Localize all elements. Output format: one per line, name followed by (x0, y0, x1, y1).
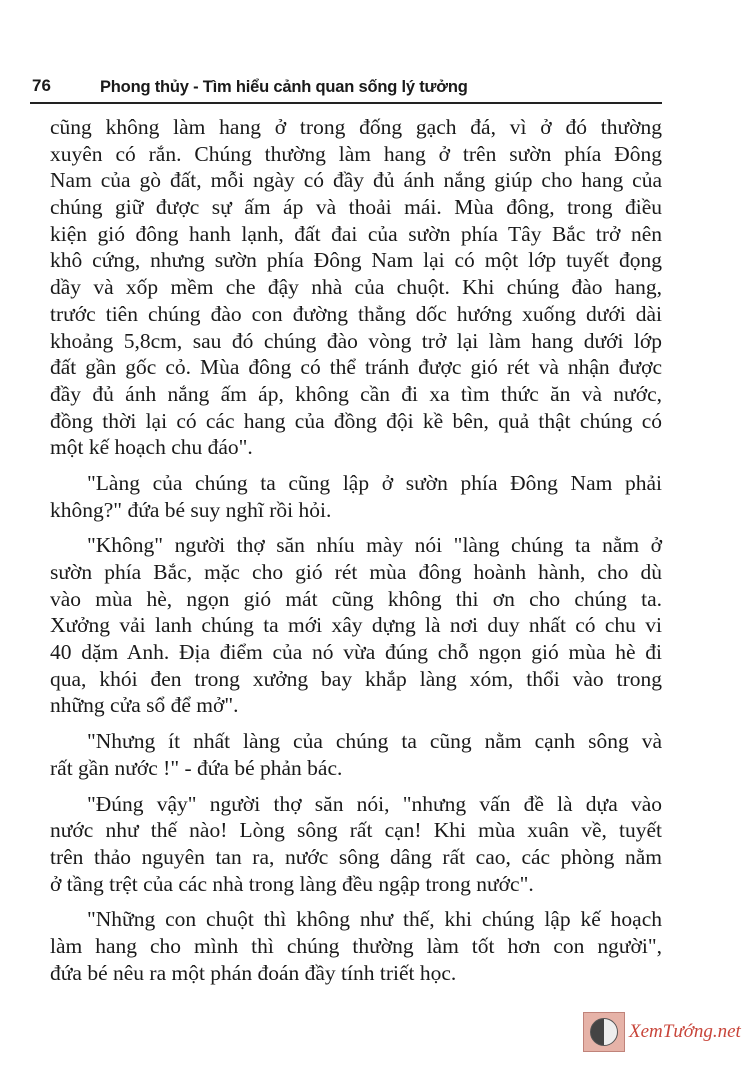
text-line: những cửa sổ để mở". (50, 693, 239, 718)
text-line: "Những con chuột thì không như thế, khi chúng lập kế hoạch (87, 907, 662, 932)
paragraph (50, 114, 662, 461)
text-line: Nam của gò đất, mỗi ngày có đầy đủ ánh nắng giúp cho hang của (50, 168, 662, 193)
paragraph (50, 906, 662, 986)
page-number: 76 (32, 76, 51, 95)
paragraph (50, 470, 662, 523)
text-line: rất gần nước !" - đứa bé phản bác. (50, 755, 343, 780)
text-line: một kế hoạch chu đáo". (50, 435, 253, 460)
paragraph (50, 791, 662, 898)
text-line: vào mùa hè, ngọn gió mát cũng không thi ơn cho chúng ta. (50, 586, 662, 611)
text-line: kiện gió đông hanh lạnh, đất đai của sườn phía Tây Bắc trở nên (50, 221, 662, 246)
text-line: chúng giữ được sự ấm áp và thoải mái. Mùa đông, trong điều (50, 195, 662, 220)
text-line: cũng không làm hang ở trong đống gạch đá, vì ở đó thường (50, 115, 662, 139)
text-line: trên thảo nguyên tan ra, nước sông dâng rất cao, các phòng nằm (50, 844, 662, 869)
text-line: sườn phía Bắc, mặc cho gió rét mùa đông hoành hành, cho dù (50, 560, 662, 584)
text-line: Xưởng vải lanh chúng ta mới xây dựng là nơi duy nhất có chu vi (50, 613, 662, 638)
text-line: đầy đủ ánh nắng ấm áp, không cần đi xa tìm thức ăn và nước, (50, 381, 662, 406)
text-line: xuyên có rắn. Chúng thường làm hang ở trên sườn phía Đông (50, 141, 662, 166)
text-line: "Làng của chúng ta cũng lập ở sườn phía Đông Nam phải (87, 470, 662, 495)
text-line: không?" đứa bé suy nghĩ rồi hỏi. (50, 497, 332, 522)
page-body (50, 114, 662, 995)
text-line: qua, khói đen trong xưởng bay khắp làng xóm, thổi vào trong (50, 666, 662, 691)
yin-yang-logo-icon (583, 1012, 625, 1052)
text-line: đứa bé nêu ra một phán đoán đầy tính triết học. (50, 960, 457, 985)
watermark-text: XemTướng.net (629, 1021, 741, 1042)
text-line: trước tiên chúng đào con đường thẳng dốc hướng xuống dưới dài (50, 301, 662, 326)
text-line: dầy và xốp mềm che đậy nhà của chuột. Khi chúng đào hang, (50, 275, 662, 300)
text-line: khô cứng, nhưng sườn phía Đông Nam lại có một lớp tuyết đọng (50, 248, 662, 273)
paragraph (50, 532, 662, 719)
paragraph (50, 728, 662, 781)
text-line: đất gần gốc cỏ. Mùa đông có thể tránh được gió rét và nhận được (50, 355, 662, 380)
text-line: "Không" người thợ săn nhíu mày nói "làng chúng ta nằm ở (87, 533, 662, 558)
text-line: khoảng 5,8cm, sau đó chúng đào vòng trở lại làm hang dưới lớp (50, 328, 662, 353)
text-line: làm hang cho mình thì chúng thường làm tốt hơn con người", (50, 933, 662, 958)
text-line: ở tầng trệt của các nhà trong làng đều ngập trong nước". (50, 871, 534, 896)
text-line: "Nhưng ít nhất làng của chúng ta cũng nằm cạnh sông và (87, 729, 662, 754)
watermark (583, 1012, 741, 1052)
running-header (30, 74, 662, 104)
book-title: Phong thủy - Tìm hiểu cảnh quan sống lý tưởng (100, 78, 468, 96)
text-line: đồng thời lại có các hang của đồng đội kề bên, quả thật chúng có (50, 408, 662, 433)
text-line: nước như thế nào! Lòng sông rất cạn! Khi mùa xuân về, tuyết (50, 818, 662, 843)
text-line: "Đúng vậy" người thợ săn nói, "nhưng vấn đề là dựa vào (87, 791, 662, 816)
text-line: 40 dặm Anh. Địa điểm của nó vừa đúng chỗ ngọn gió mùa hè đi (50, 640, 662, 665)
